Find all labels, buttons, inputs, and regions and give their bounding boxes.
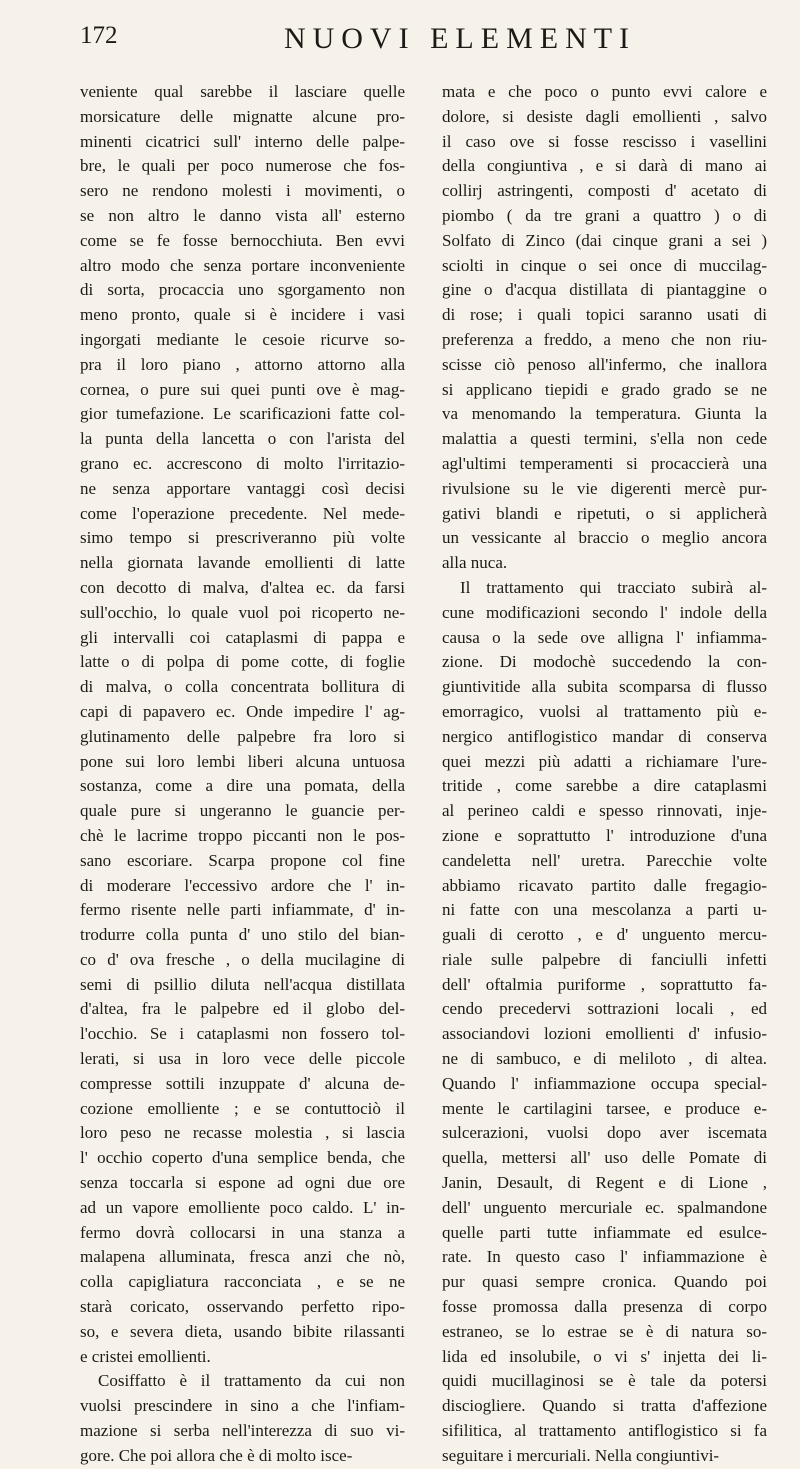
- text-line: meno pronto, quale si è incidere i vasi: [80, 305, 405, 325]
- text-line: co d' ova fresche , o della mucilagine di: [80, 949, 405, 969]
- text-line: con decotto di malva, d'altea ec. da farsi: [80, 577, 405, 597]
- text-line: semi di psillio diluta nell'acqua distillata: [80, 974, 405, 994]
- text-line: zione e soprattutto l' introduzione d'una: [442, 825, 767, 845]
- text-line: l'occhio. Se i cataplasmi non fossero tol-: [80, 1024, 405, 1044]
- text-line: candeletta nell' uretra. Parecchie volte: [442, 850, 767, 870]
- text-line: dolore, si desiste dagli emollienti , salvo: [442, 106, 767, 126]
- text-line: va menomando la temperatura. Giunta la: [442, 404, 767, 424]
- text-line: ni fatte con una mescolanza a parti u-: [442, 900, 767, 920]
- text-line: riale sulle palpebre di fanciulli infetti: [442, 949, 767, 969]
- text-line: sostanza, come a dire una pomata, della: [80, 776, 405, 796]
- text-line: Janin, Desault, di Regent e di Lione ,: [442, 1173, 767, 1193]
- text-line: si applicano tiepidi e grado grado se ne: [442, 379, 767, 399]
- running-head: NUOVI ELEMENTI: [283, 22, 637, 55]
- text-line: preferenza a freddo, a meno che non riu-: [442, 329, 767, 349]
- text-line: mente le cartilagini tarsee, e produce e-: [442, 1098, 767, 1118]
- page-number: 172: [80, 22, 118, 49]
- text-line: associandovi lozioni emollienti d' infusio-: [442, 1024, 767, 1044]
- text-line: alla nuca.: [442, 553, 508, 573]
- text-line: sull'occhio, lo quale vuol poi ricoperto ne-: [80, 602, 405, 622]
- text-line: emorragico, vuolsi al trattamento più e-: [442, 701, 767, 721]
- text-line: giuntivitide alla subita scomparsa di flusso: [442, 677, 767, 697]
- text-line: pur quasi sempre cronica. Quando poi: [442, 1272, 767, 1292]
- text-line: sifilitica, al trattamento antiflogistico si fa: [442, 1421, 767, 1441]
- text-line: mazione si serba nell'interezza di suo vi-: [80, 1421, 405, 1441]
- text-line: di moderare l'eccessivo ardore che l' in-: [80, 875, 405, 895]
- text-line: lerati, si usa in loro vece delle piccole: [80, 1049, 405, 1069]
- text-line: loro peso ne recasse molestia , si lascia: [80, 1123, 405, 1143]
- text-line: un vessicante al braccio o meglio ancora: [442, 528, 767, 548]
- text-line: dell' oftalmia puriforme , soprattutto fa-: [442, 974, 767, 994]
- text-line: seguitare i mercuriali. Nella congiuntivi-: [442, 1445, 720, 1465]
- text-line: chè le lacrime troppo piccanti non le pos-: [80, 825, 405, 845]
- text-line: sano escoriare. Scarpa propone col fine: [80, 850, 405, 870]
- text-line: cune modificazioni secondo l' indole della: [442, 602, 767, 622]
- text-line: malapena alluminata, fresca anzi che nò,: [80, 1247, 405, 1267]
- text-line: ad un vapore emolliente poco caldo. L' in-: [80, 1197, 405, 1217]
- text-line: bre, le quali per poco numerose che fos-: [80, 156, 405, 176]
- text-line: minenti cicatrici sull' interno delle palpe-: [80, 131, 405, 151]
- text-line: zione. Di modochè succedendo la con-: [442, 652, 767, 672]
- text-line: se non altro le danno vista all' esterno: [80, 205, 405, 225]
- text-line: mata e che poco o punto evvi calore e: [442, 82, 767, 101]
- text-line: latte o di polpa di pome cotte, di foglie: [80, 652, 405, 672]
- text-line: quale pure si ungeranno le guancie per-: [80, 801, 405, 821]
- text-line: collirj astringenti, composti d' acetato di: [442, 181, 767, 201]
- text-line: estraneo, se lo estrae se è di natura so-: [442, 1321, 767, 1341]
- text-line: ingorgati mediante le cesoie ricurve so-: [80, 329, 405, 349]
- text-line: rate. In questo caso l' infiammazione è: [442, 1247, 767, 1267]
- text-line: colla capigliatura racconciata , e se ne: [80, 1272, 405, 1292]
- text-line: gativi blandi e ripetuti, o si applicherà: [442, 503, 767, 523]
- text-line: e cristei emollienti.: [80, 1346, 211, 1366]
- text-line: veniente qual sarebbe il lasciare quelle: [80, 82, 405, 101]
- text-line: pra il loro piano , attorno attorno alla: [80, 354, 405, 374]
- text-line: nergico antiflogistico mandar di conserva: [442, 726, 767, 746]
- text-line: vuolsi prescindere in sino a che l'infiam-: [80, 1396, 405, 1416]
- text-line: capi di papavero ec. Onde impedire l' ag-: [80, 701, 405, 721]
- text-line: al perineo caldi e spesso rinnovati, inje-: [442, 801, 767, 821]
- text-line: tritide , come sarebbe a dire cataplasmi: [442, 776, 767, 796]
- page-header: [80, 22, 780, 62]
- text-line: disciogliere. Quando si tratta d'affezione: [442, 1396, 767, 1416]
- text-line: guali di cerotto , e d' unguento mercu-: [442, 925, 767, 945]
- text-line: piombo ( da tre grani a quattro ) o di: [442, 205, 767, 225]
- text-line: cornea, o pure sui quei punti ove è mag-: [80, 379, 405, 399]
- text-line: di sorta, procaccia uno sgorgamento non: [80, 280, 405, 300]
- text-line: della congiuntiva , e si darà di mano ai: [442, 156, 767, 176]
- text-line: cozione emolliente ; e se contuttociò il: [80, 1098, 405, 1118]
- right-text-column: [442, 80, 767, 1469]
- text-line: ne senza apportare vantaggi così decisi: [80, 478, 405, 498]
- text-line: d'altea, fra le palpebre ed il globo del-: [80, 999, 405, 1019]
- text-line: morsicature delle mignatte alcune pro-: [80, 106, 405, 126]
- text-line: sero ne rendono molesti i movimenti, o: [80, 181, 405, 201]
- text-line: compresse sottili inzuppate d' alcuna de-: [80, 1073, 405, 1093]
- text-line: gli intervalli coi cataplasmi di pappa e: [80, 627, 405, 647]
- text-line: quei mezzi più adatti a richiamare l'ure-: [442, 751, 767, 771]
- text-line: simo tempo si prescriveranno più volte: [80, 528, 405, 548]
- text-line: l' occhio coperto d'una semplice benda, che: [80, 1148, 405, 1168]
- text-line: Il trattamento qui tracciato subirà al-: [460, 577, 767, 597]
- text-line: il caso ove si fosse rescisso i vasellini: [442, 131, 767, 151]
- text-line: Cosiffatto è il trattamento da cui non: [98, 1371, 405, 1391]
- text-line: rivulsione su le vie digerenti mercè pur-: [442, 478, 767, 498]
- text-line: la punta della lancetta o con l'arista del: [80, 429, 405, 449]
- text-line: fosse promossa dalla presenza di corpo: [442, 1297, 767, 1317]
- text-line: glutinamento delle palpebre fra loro si: [80, 726, 405, 746]
- text-line: fermo dovrà collocarsi in una stanza a: [80, 1222, 405, 1242]
- text-line: altro modo che senza portare inconveniente: [80, 255, 405, 275]
- text-line: di rose; i quali topici saranno usati di: [442, 305, 767, 325]
- left-text-column: [80, 80, 405, 1469]
- text-line: causa o la sede ove alligna l' infiamma-: [442, 627, 767, 647]
- text-line: sciolti in cinque o sei once di muccilag-: [442, 255, 767, 275]
- text-line: ne di sambuco, e di meliloto , di altea.: [442, 1049, 767, 1069]
- text-line: sulcerazioni, vuolsi dopo aver iscemata: [442, 1123, 767, 1143]
- text-line: nella giornata lavande emollienti di latte: [80, 553, 405, 573]
- text-line: come l'operazione precedente. Nel mede-: [80, 503, 405, 523]
- text-line: senza toccarla si espone ad ogni due ore: [80, 1173, 405, 1193]
- text-line: agl'ultimi temperamenti si procaccierà una: [442, 453, 767, 473]
- text-line: Solfato di Zinco (dai cinque grani a sei ): [442, 230, 767, 250]
- text-line: trodurre colla punta d' uno stilo del bian-: [80, 925, 405, 945]
- text-line: come se fe fosse bernocchiuta. Ben evvi: [80, 230, 405, 250]
- text-line: cendo precedervi sottrazioni locali , ed: [442, 999, 767, 1019]
- text-line: scisse ciò penoso all'infermo, che inallora: [442, 354, 767, 374]
- text-line: quelle parti tutte infiammate ed esulce-: [442, 1222, 767, 1242]
- text-line: grano ec. accrescono di molto l'irritazio-: [80, 453, 405, 473]
- text-line: starà coricato, osservando perfetto ripo-: [80, 1297, 405, 1317]
- text-line: so, e severa dieta, usando bibite rilassanti: [80, 1321, 405, 1341]
- text-line: dell' unguento mercuriale ec. spalmandone: [442, 1197, 767, 1217]
- text-line: gore. Che poi allora che è di molto isce-: [80, 1445, 353, 1465]
- text-line: quella, mettersi all' uso delle Pomate di: [442, 1148, 767, 1168]
- text-line: pone sui loro lembi liberi alcuna untuosa: [80, 751, 405, 771]
- text-line: gine o d'acqua distillata di piantaggine o: [442, 280, 767, 300]
- text-line: fermo risente nelle parti infiammate, d' in-: [80, 900, 405, 920]
- text-line: Quando l' infiammazione occupa special-: [442, 1073, 767, 1093]
- text-line: gior tumefazione. Le scarificazioni fatte col-: [80, 404, 405, 424]
- text-line: lida ed insolubile, o vi s' injetta dei li-: [442, 1346, 767, 1366]
- text-line: malattia a questi termini, s'ella non cede: [442, 429, 767, 449]
- text-line: di malva, o colla concentrata bollitura di: [80, 677, 405, 697]
- text-line: abbiamo ricavato partito dalle fregagio-: [442, 875, 767, 895]
- text-line: quidi mucillaginosi se è tale da potersi: [442, 1371, 767, 1391]
